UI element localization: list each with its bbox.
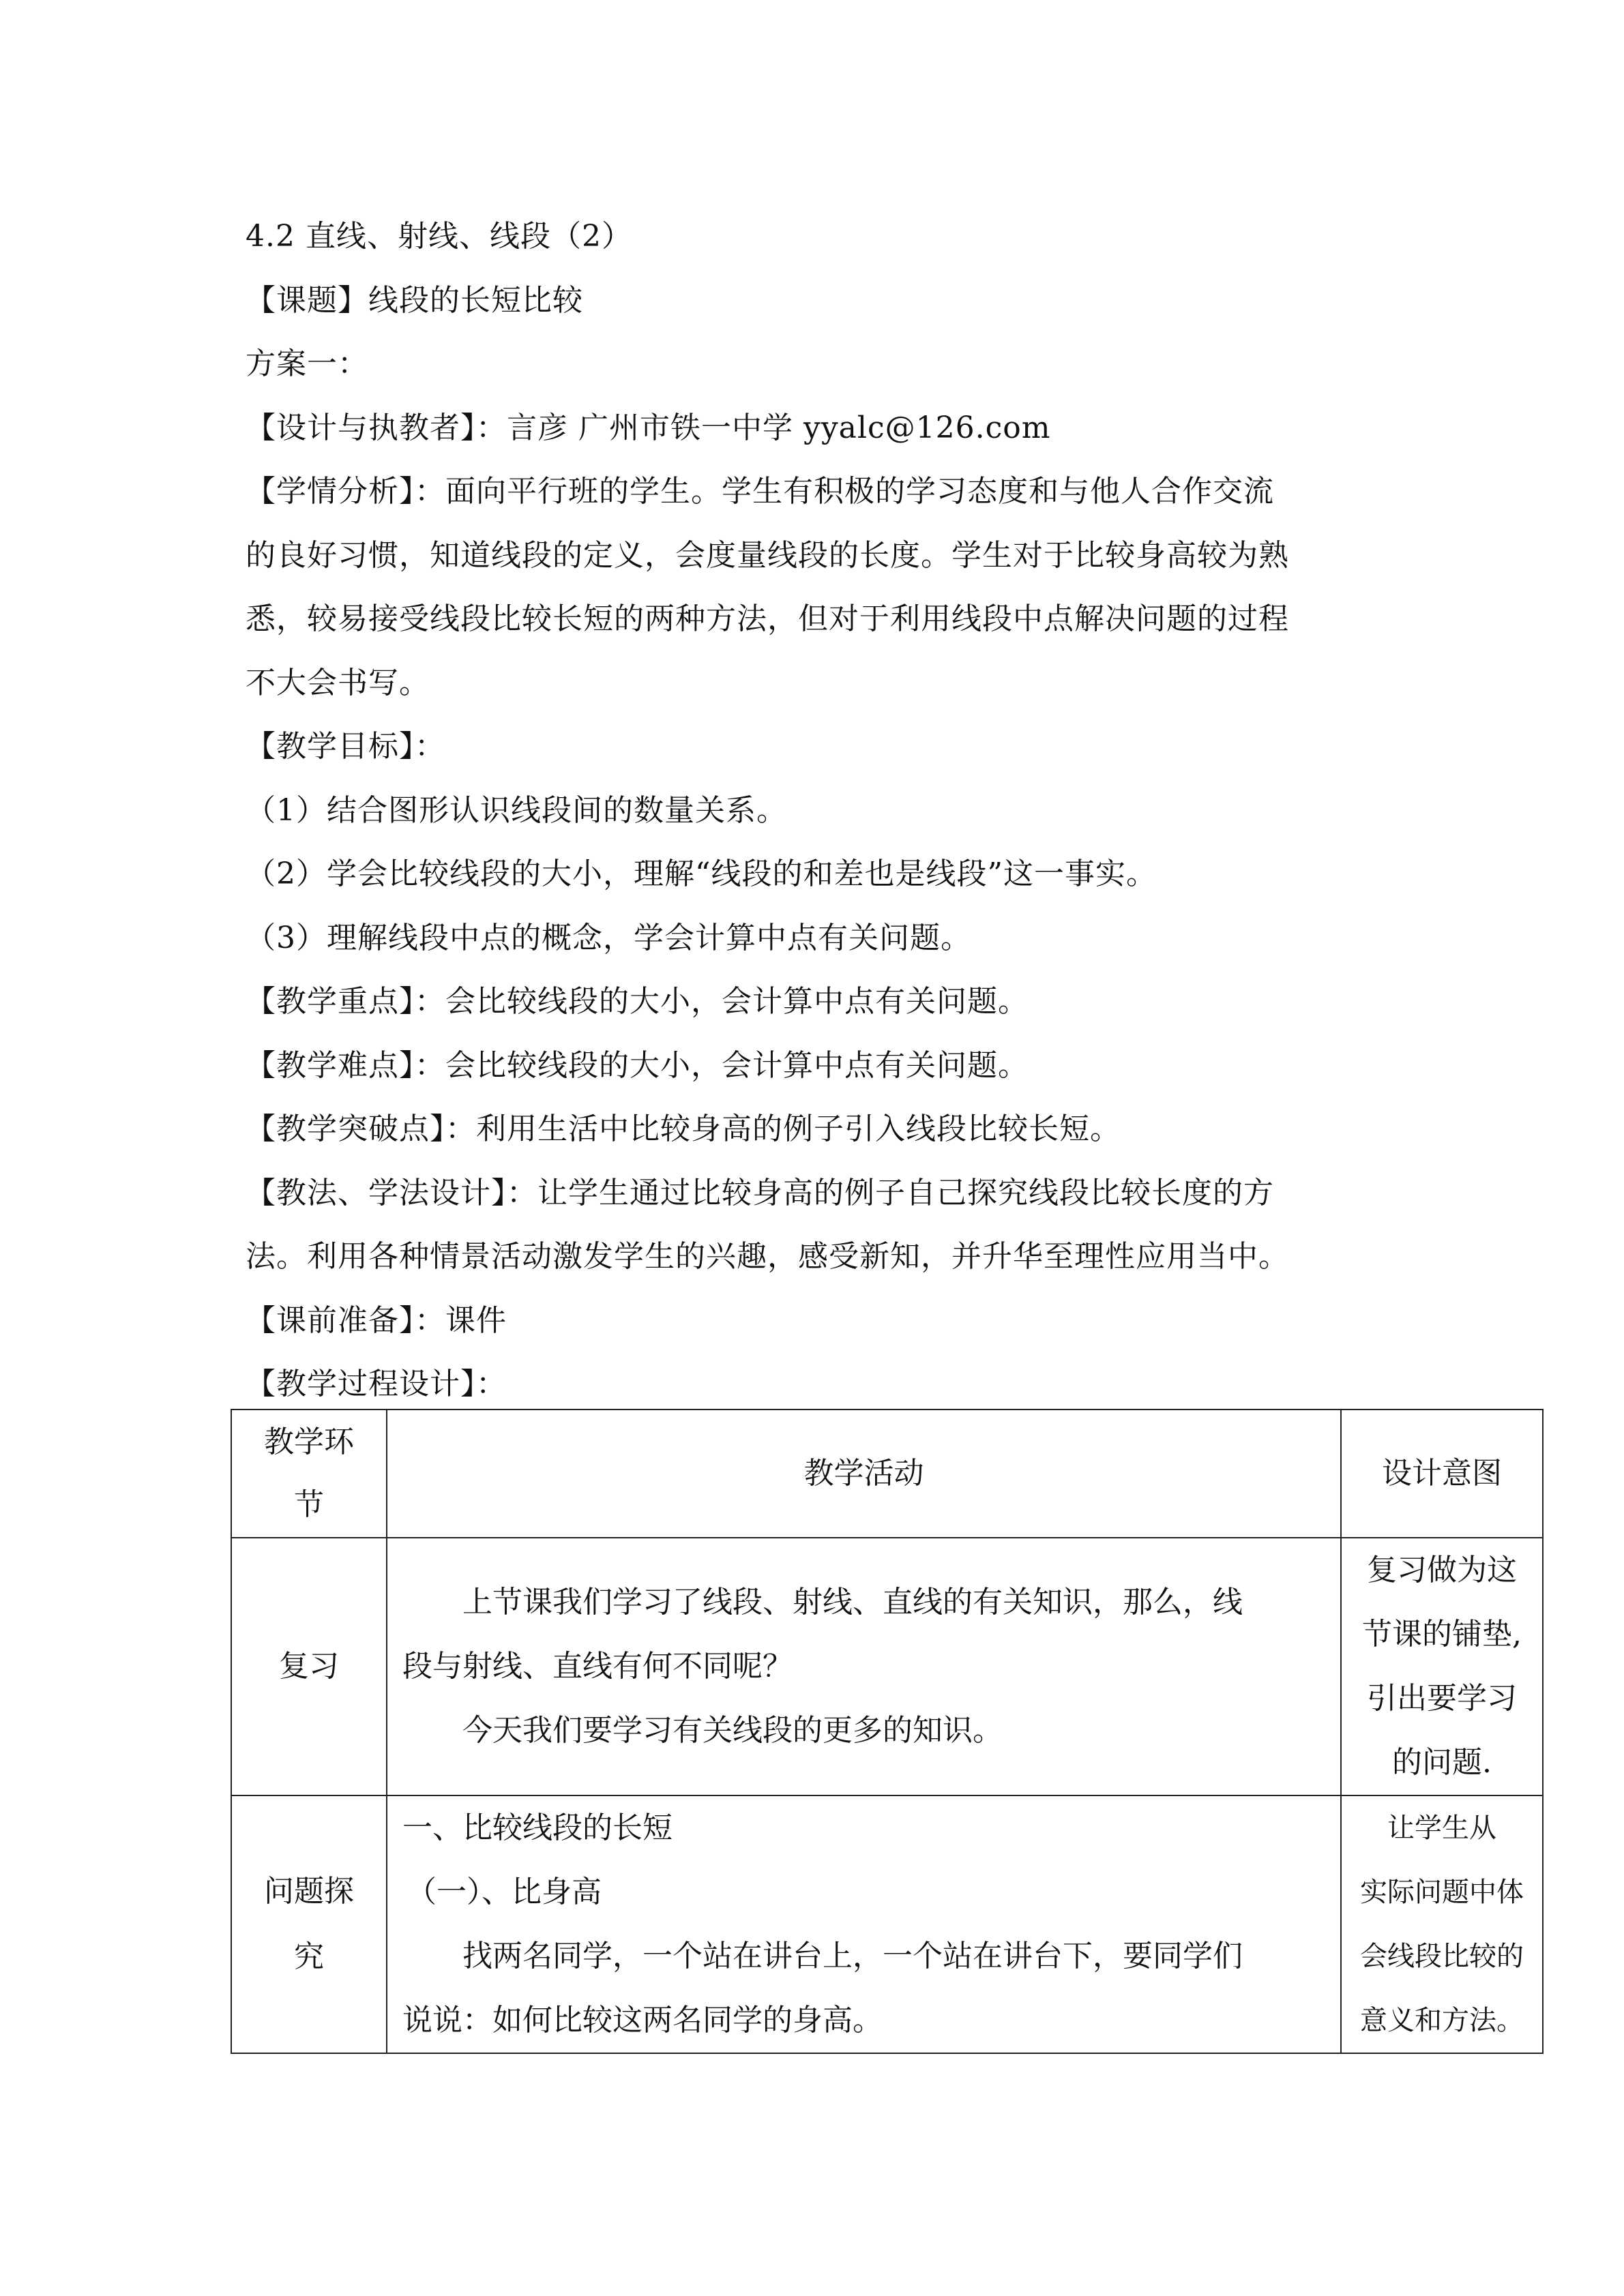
activity-review: [387, 1538, 1341, 1795]
objectives-heading: 【教学目标】：: [246, 729, 445, 764]
activity-explore: [387, 1795, 1341, 2053]
stage-line: 究: [294, 1939, 324, 1974]
table-row: [231, 1795, 1543, 2053]
objective-item: （1）结合图形认识线段间的数量关系。: [246, 792, 787, 828]
analysis-line: 悉，较易接受线段比较长短的两种方法，但对于利用线段中点解决问题的过程: [246, 601, 1289, 636]
stage-review: 复习: [231, 1538, 387, 1795]
intent-line: 复习做为这: [1367, 1553, 1517, 1587]
intent-line: 节课的铺垫,: [1362, 1617, 1522, 1652]
intent-line: 意义和方法。: [1360, 2005, 1524, 2036]
methods-line: 法。利用各种情景活动激发学生的兴趣，感受新知，并升华至理性应用当中。: [246, 1239, 1289, 1274]
analysis-line: 不大会书写。: [246, 665, 430, 700]
learning-analysis: [246, 460, 1378, 715]
header-activity: 教学活动: [387, 1410, 1341, 1538]
intent-line: 引出要学习: [1367, 1681, 1517, 1716]
objectives-list: [246, 779, 1378, 970]
header-stage-line: 节: [294, 1487, 324, 1522]
analysis-line: 【学情分析】：面向平行班的学生。学生有积极的学习态度和与他人合作交流: [246, 474, 1274, 509]
intent-explore: [1341, 1795, 1543, 2053]
lesson-topic: 【课题】线段的长短比较: [246, 282, 583, 318]
activity-text: 找两名同学，一个站在讲台上，一个站在讲台下，要同学们: [462, 1939, 1243, 1973]
stage-line: 问题探: [264, 1874, 354, 1909]
intent-review: [1341, 1538, 1543, 1795]
analysis-line: 的良好习惯，知道线段的定义，会度量线段的长度。学生对于比较身高较为熟: [246, 537, 1289, 573]
activity-text: 今天我们要学习有关线段的更多的知识。: [462, 1713, 1003, 1748]
header-stage: [231, 1410, 387, 1538]
activity-text: 上节课我们学习了线段、射线、直线的有关知识，那么，线: [462, 1585, 1243, 1620]
designer-info: 【设计与执教者】：言彦 广州市铁一中学 yyalc@126.com: [246, 410, 1051, 445]
process-heading: 【教学过程设计】：: [246, 1367, 507, 1401]
intent-line: 的问题.: [1392, 1745, 1492, 1780]
breakthrough: 【教学突破点】：利用生活中比较身高的例子引入线段比较长短。: [246, 1112, 1121, 1146]
lesson-title: 4.2 直线、射线、线段（2）: [246, 219, 632, 254]
preparation: 【课前准备】：课件: [246, 1302, 507, 1338]
difficulties: 【教学难点】：会比较线段的大小，会计算中点有关问题。: [246, 1047, 1029, 1083]
activity-text: 段与射线、直线有何不同呢？: [402, 1649, 793, 1684]
intent-line: 实际问题中体: [1360, 1877, 1524, 1908]
methods-design: [246, 1161, 1378, 1289]
key-points: 【教学重点】：会比较线段的大小，会计算中点有关问题。: [246, 984, 1029, 1019]
intent-line: 让学生从: [1387, 1813, 1496, 1844]
table-row: [231, 1538, 1543, 1795]
stage-explore: [231, 1795, 387, 2053]
plan-label: 方案一：: [246, 346, 368, 381]
activity-heading: 一、比较线段的长短: [402, 1810, 673, 1845]
objective-item: （3）理解线段中点的概念，学会计算中点有关问题。: [246, 920, 971, 955]
activity-text: 说说：如何比较这两名同学的身高。: [402, 2003, 883, 2038]
teaching-process-table: [231, 1409, 1544, 2054]
intent-line: 会线段比较的: [1360, 1941, 1524, 1972]
table-header-row: [231, 1410, 1543, 1538]
teaching-process-table-wrapper: [231, 1409, 1544, 2054]
activity-subheading: （一）、比身高: [407, 1875, 602, 1909]
lesson-plan-body: [246, 205, 1378, 1416]
header-stage-line: 教学环: [264, 1425, 354, 1459]
objective-item: （2）学会比较线段的大小，理解“线段的和差也是线段”这一事实。: [246, 856, 1157, 891]
methods-line: 【教法、学法设计】：让学生通过比较身高的例子自己探究线段比较长度的方: [246, 1175, 1274, 1210]
header-intent: 设计意图: [1341, 1410, 1543, 1538]
